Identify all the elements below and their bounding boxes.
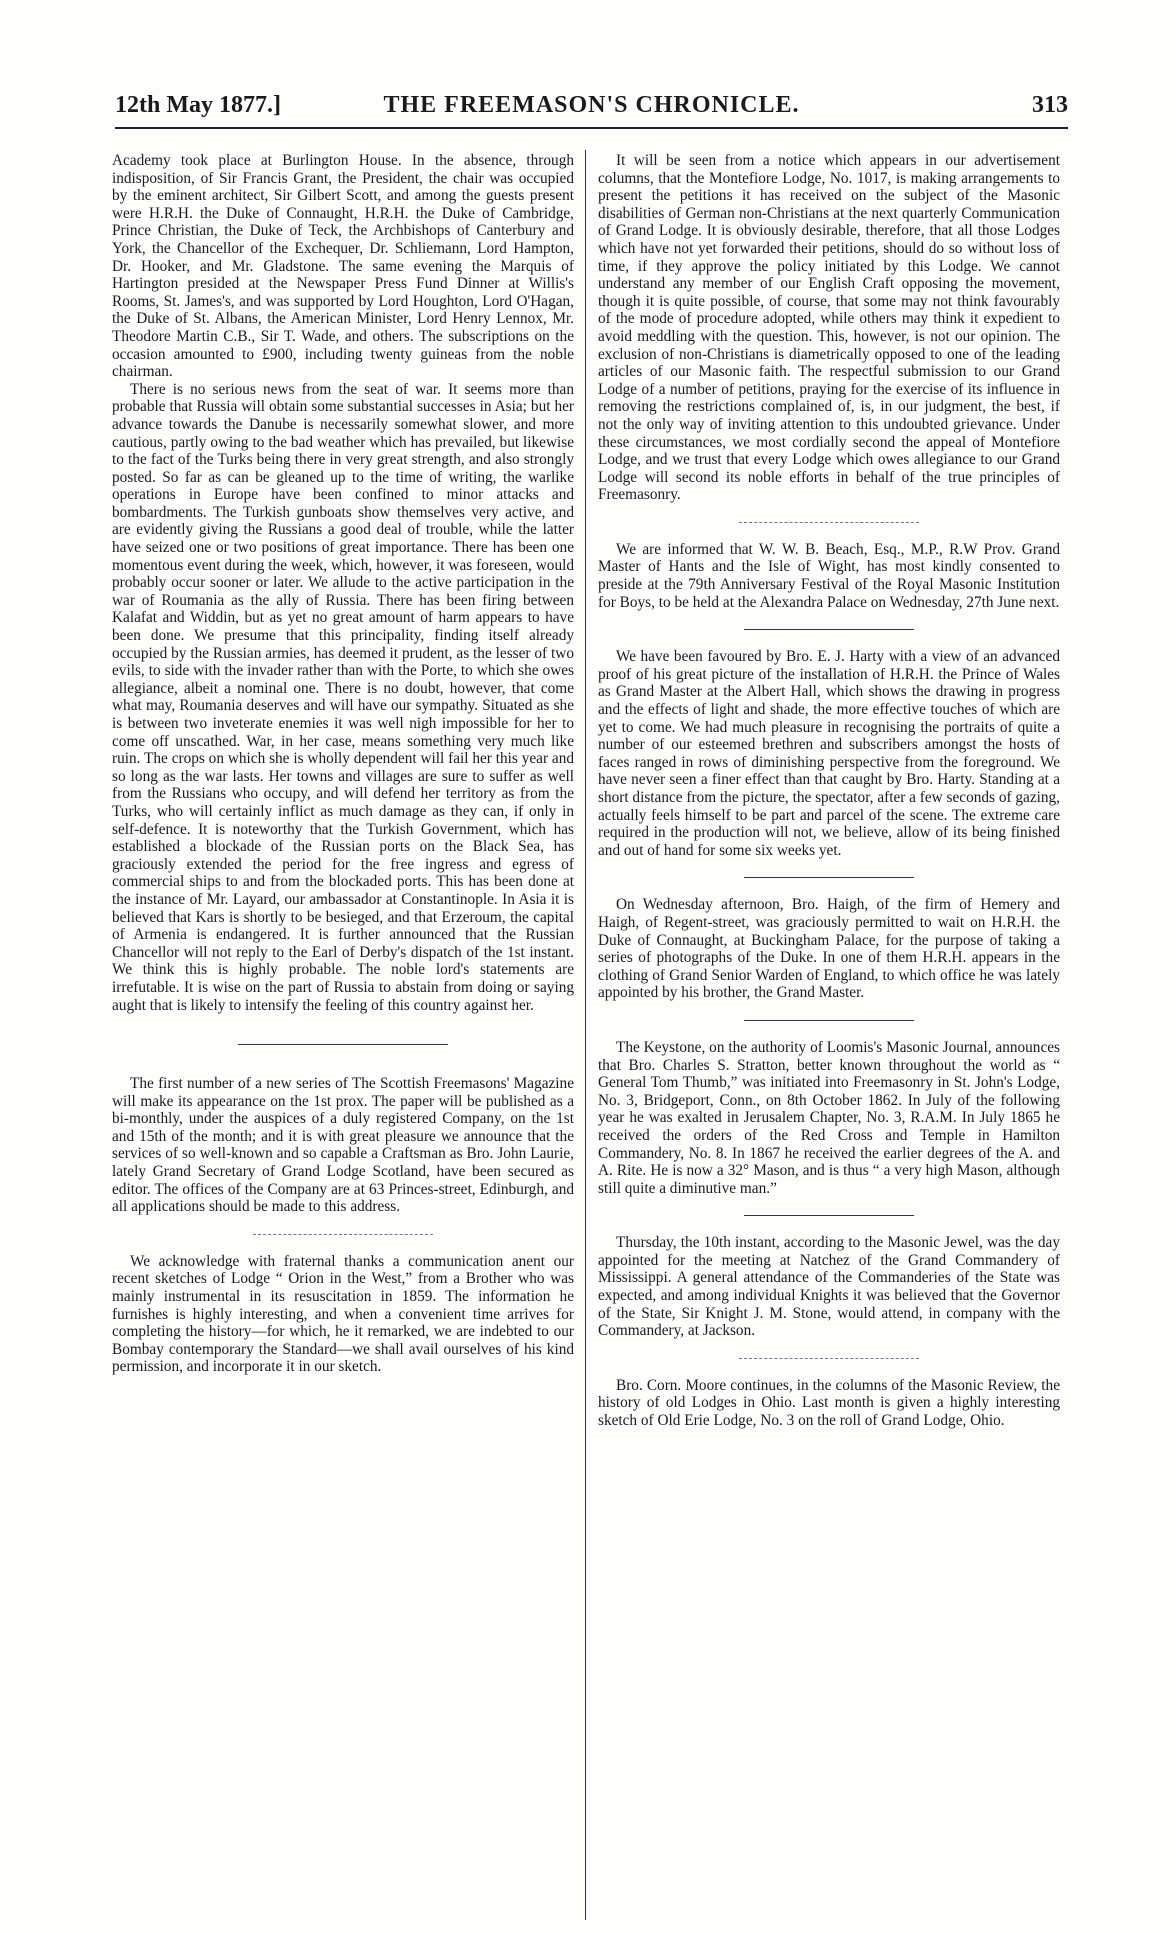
- article-tom-thumb: The Keystone, on the authority of Loomis's Masonic Journal, announces that Bro. Charles S. Stratton, better known throughout the world as “ General Tom Thumb,” was initiated into Freemasonry in St. John's Lodge, No. 3, Bridgeport, Conn., on 8th October 1862. In July of the following year he was exalted in Jerusalem Chapter, No. 3, R.A.M. In July 1865 he received the orders of the Red Cross and Temple in Hamilton Commandery, No. 8. In 1867 he received the earlier degrees of the A. and A. Rite. He is now a 32° Mason, and is thus “ a very high Mason, although still quite a diminutive man.”: [598, 1038, 1060, 1197]
- article-haigh-photographs: On Wednesday afternoon, Bro. Haigh, of the firm of Hemery and Haigh, of Regent-street, was graciously permitted to wait on H.R.H. the Duke of Connaught, at Buckingham Palace, for the purpose of taking a series of photographs of the Duke. In one of them H.R.H. appears in the clothing of Grand Senior Warden of England, to which office he was lately appointed by his brother, the Grand Master.: [598, 896, 1060, 1002]
- left-column: [112, 152, 574, 1376]
- article-montefiore-lodge: It will be seen from a notice which appears in our advertisement columns, that the Montefiore Lodge, No. 1017, is making arrangements to present the petitions it has received on the subject of the Masonic disabilities of German non-Christians at the next quarterly Communication of Grand Lodge. It is obviously desirable, therefore, that all those Lodges which have not yet forwarded their petitions, should do so without loss of time, if they approve the policy initiated by this Lodge. We cannot understand any member of our English Craft opposing the movement, though it is quite possible, of course, that some may not think favourably of the mode of procedure adopted, while others may think it expedient to avoid meddling with the question. This, however, is not our opinion. The exclusion of non-Christians is diametrically opposed to one of the leading articles of our Masonic faith. The respectful submission to our Grand Lodge of a number of petitions, praying for the exercise of its influence in removing the restrictions complained of, is, in our judgment, the best, if not the only way of inviting attention to this undoubted grievance. Under these circumstances, we most cordially second the appeal of Montefiore Lodge, and we trust that every Lodge which owes allegiance to our Grand Lodge will second its noble efforts in behalf of the true principles of Freemasonry.: [598, 152, 1060, 504]
- right-column: [598, 152, 1060, 1430]
- page-number: 313: [1032, 92, 1068, 118]
- article-royal-masonic-institution: We are informed that W. W. B. Beach, Esq., M.P., R.W Prov. Grand Master of Hants and the Isle of Wight, has most kindly consented to preside at the 79th Anniversary Festival of the Royal Masonic Institution for Boys, to be held at the Alexandra Palace on Wednesday, 27th June next.: [598, 540, 1060, 611]
- article-lodge-orion: We acknowledge with fraternal thanks a communication anent our recent sketches of Lodge “ Orion in the West,” from a Brother who was mainly instrumental in its resuscitation in 1859. The information he furnishes is highly interesting, and when a convenient time arrives for completing the history—for which, he it remarked, we are indebted to our Bombay contemporary the Standard—we shall avail ourselves of his kind permission, and incorporate it in our sketch.: [112, 1252, 574, 1376]
- article-scottish-freemasons-magazine: The first number of a new series of The Scottish Freemasons' Magazine will make its appearance on the 1st prox. The paper will be published as a bi-monthly, under the auspices of a duly registered Company, on the 1st and 15th of the month; and it is with great pleasure we announce that the services of so well-known and so capable a Craftsman as Bro. John Laurie, lately Grand Secretary of Grand Lodge Scotland, have been secured as editor. The offices of the Company are at 63 Princes-street, Edinburgh, and all applications should be made to this address.: [112, 1075, 574, 1216]
- column-divider: [585, 150, 586, 1920]
- article-harty-picture: We have been favoured by Bro. E. J. Harty with a view of an advanced proof of his great picture of the installation of H.R.H. the Prince of Wales as Grand Master at the Albert Hall, which shows the drawing in progress and the effects of light and shade, the more effective touches of which are yet to come. We had much pleasure in recognising the portraits of quite a number of our esteemed brethren and subscribers amongst the hosts of faces ranged in rows of diminishing perspective from the foreground. We have never seen a finer effect than that caught by Bro. Harty. Standing at a short distance from the picture, the spectator, after a few seconds of gazing, actually feels himself to be part and parcel of the scene. The extreme care required in the production will not, we believe, allow of its being finished and out of hand for some six weeks yet.: [598, 648, 1060, 859]
- issue-date: 12th May 1877.]: [115, 92, 281, 118]
- publication-title: THE FREEMASON'S CHRONICLE.: [383, 92, 800, 118]
- header-rule: [115, 127, 1068, 129]
- article-seat-of-war: There is no serious news from the seat of war. It seems more than probable that Russia will obtain some substantial successes in Asia; but her advance towards the Danube is necessarily somewhat slower, and more cautious, partly owing to the bad weather which has prevailed, but likewise to the fact of the Turks being there in very great strength, and also strongly posted. So far as can be gleaned up to the time of writing, the warlike operations in Europe have been confined to minor attacks and bombardments. The Turkish gunboats show themselves very active, and are evidently giving the Russians a good deal of trouble, while the latter have seized one or two positions of great importance. There has been one momentous event during the week, which, however, it was foreseen, would probably occur sooner or later. We allude to the active participation in the war of Roumania as the ally of Russia. There has been firing between Kalafat and Widdin, but as yet no great amount of harm appears to have been done. We presume that this principality, finding itself already occupied by the Russian armies, has deemed it prudent, as the lesser of two evils, to side with the invader rather than with the Porte, to which she owes allegiance, albeit a nominal one. There is no doubt, however, that come what may, Roumania deserves and will have our sympathy. Situated as she is between two inveterate enemies it was well nigh impossible for her to come off unscathed. War, in her case, means something very much like ruin. The crops on which she is wholly dependent will fail her this year and so long as the war lasts. Her towns and villages are sure to suffer as well from the Russians who occupy, and will defend her territory as from the Turks, who will certainly inflict as much damage as they can, if only in self-defence. It is noteworthy that the Turkish Government, which has established a blockade of the Russian ports on the Black Sea, has graciously extended the period for the free ingress and egress of commercial ships to and from the blockaded ports. This has been done at the instance of Mr. Layard, our ambassador at Constantinople. In Asia it is believed that Kars is shortly to be besieged, and that Erzeroum, the capital of Armenia is endangered. It is further announced that the Russian Chancellor will not reply to the Earl of Derby's dispatch of the 1st instant. We think this is highly probable. The noble lord's statements are irrefutable. It is wise on the part of Russia to abstain from doing or saying aught that is likely to intensify the feeling of this country against her.: [112, 380, 574, 1014]
- article-grand-commandery-mississippi: Thursday, the 10th instant, according to the Masonic Jewel, was the day appointed for the meeting at Natchez of the Grand Commandery of Mississippi. A general attendance of the Commanderies of the State was expected, and among individual Knights it was believed that the Governor of the State, Sir Knight J. M. Stone, would attend, in company with the Commandery, at Jackson.: [598, 1234, 1060, 1340]
- article-academy-dinner: Academy took place at Burlington House. In the absence, through indisposition, of Sir Francis Grant, the President, the chair was occupied by the eminent architect, Sir Gilbert Scott, and among the guests present were H.R.H. the Duke of Connaught, H.R.H. the Duke of Cambridge, Prince Christian, the Duke of Teck, the Archbishops of Canterbury and York, the Chancellor of the Exchequer, Dr. Schliemann, Lord Hampton, Dr. Hooker, and Mr. Gladstone. The same evening the Marquis of Hartington presided at the Newspaper Press Fund Dinner at Willis's Rooms, St. James's, and was supported by Lord Houghton, Lord O'Hagan, the Duke of St. Albans, the American Minister, Lord Henry Lennox, Mr. Theodore Martin C.B., Sir T. Wade, and others. The subscriptions on the occasion amounted to £900, including twenty guineas from the noble chairman.: [112, 152, 574, 381]
- masthead: [115, 92, 1068, 126]
- article-old-lodges-ohio: Bro. Corn. Moore continues, in the columns of the Masonic Review, the history of old Lodges in Ohio. Last month is given a highly interesting sketch of Old Erie Lodge, No. 3 on the roll of Grand Lodge, Ohio.: [598, 1376, 1060, 1430]
